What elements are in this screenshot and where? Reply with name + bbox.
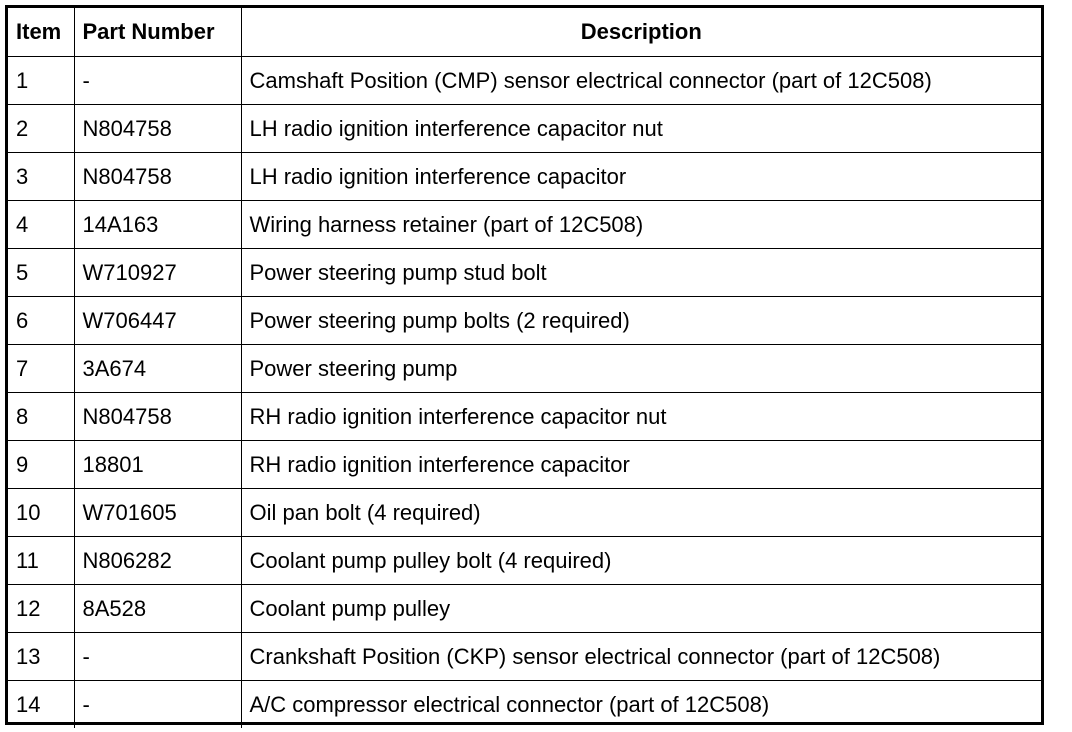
table-row [8,153,1041,201]
description-cell: A/C compressor electrical connector (part of 12C508) [241,681,1041,729]
item-cell: 11 [8,537,74,585]
description-cell: RH radio ignition interference capacitor [241,441,1041,489]
item-cell: 13 [8,633,74,681]
table-row [8,633,1041,681]
description-cell: Power steering pump bolts (2 required) [241,297,1041,345]
part-number-cell: N804758 [74,105,241,153]
item-cell: 5 [8,249,74,297]
part-number-cell: 3A674 [74,345,241,393]
part-number-cell: N804758 [74,393,241,441]
header-part-number: Part Number [74,8,241,57]
part-number-cell: W706447 [74,297,241,345]
item-cell: 3 [8,153,74,201]
item-cell: 1 [8,57,74,105]
table-row [8,297,1041,345]
item-cell: 8 [8,393,74,441]
item-cell: 12 [8,585,74,633]
table-row [8,57,1041,105]
table-row [8,681,1041,729]
header-item: Item [8,8,74,57]
header-description: Description [241,8,1041,57]
table-row [8,441,1041,489]
part-number-cell: W701605 [74,489,241,537]
item-cell: 9 [8,441,74,489]
item-cell: 4 [8,201,74,249]
description-cell: LH radio ignition interference capacitor [241,153,1041,201]
description-cell: LH radio ignition interference capacitor nut [241,105,1041,153]
item-cell: 7 [8,345,74,393]
part-number-cell: N804758 [74,153,241,201]
description-cell: Power steering pump [241,345,1041,393]
table-row [8,249,1041,297]
part-number-cell: - [74,681,241,729]
description-cell: Crankshaft Position (CKP) sensor electrical connector (part of 12C508) [241,633,1041,681]
description-cell: Power steering pump stud bolt [241,249,1041,297]
description-cell: Coolant pump pulley [241,585,1041,633]
parts-table [8,8,1041,728]
table-row [8,489,1041,537]
table-header [8,8,1041,57]
table-row [8,393,1041,441]
description-cell: Coolant pump pulley bolt (4 required) [241,537,1041,585]
part-number-cell: - [74,57,241,105]
item-cell: 10 [8,489,74,537]
part-number-cell: N806282 [74,537,241,585]
description-cell: RH radio ignition interference capacitor nut [241,393,1041,441]
part-number-cell: 14A163 [74,201,241,249]
table-row [8,201,1041,249]
header-row [8,8,1041,57]
description-cell: Camshaft Position (CMP) sensor electrical connector (part of 12C508) [241,57,1041,105]
table-row [8,585,1041,633]
description-cell: Oil pan bolt (4 required) [241,489,1041,537]
part-number-cell: 8A528 [74,585,241,633]
part-number-cell: W710927 [74,249,241,297]
part-number-cell: 18801 [74,441,241,489]
item-cell: 6 [8,297,74,345]
item-cell: 2 [8,105,74,153]
table-row [8,105,1041,153]
item-cell: 14 [8,681,74,729]
table-body [8,57,1041,729]
table-row [8,345,1041,393]
description-cell: Wiring harness retainer (part of 12C508) [241,201,1041,249]
part-number-cell: - [74,633,241,681]
table-row [8,537,1041,585]
parts-table-frame [5,5,1044,725]
